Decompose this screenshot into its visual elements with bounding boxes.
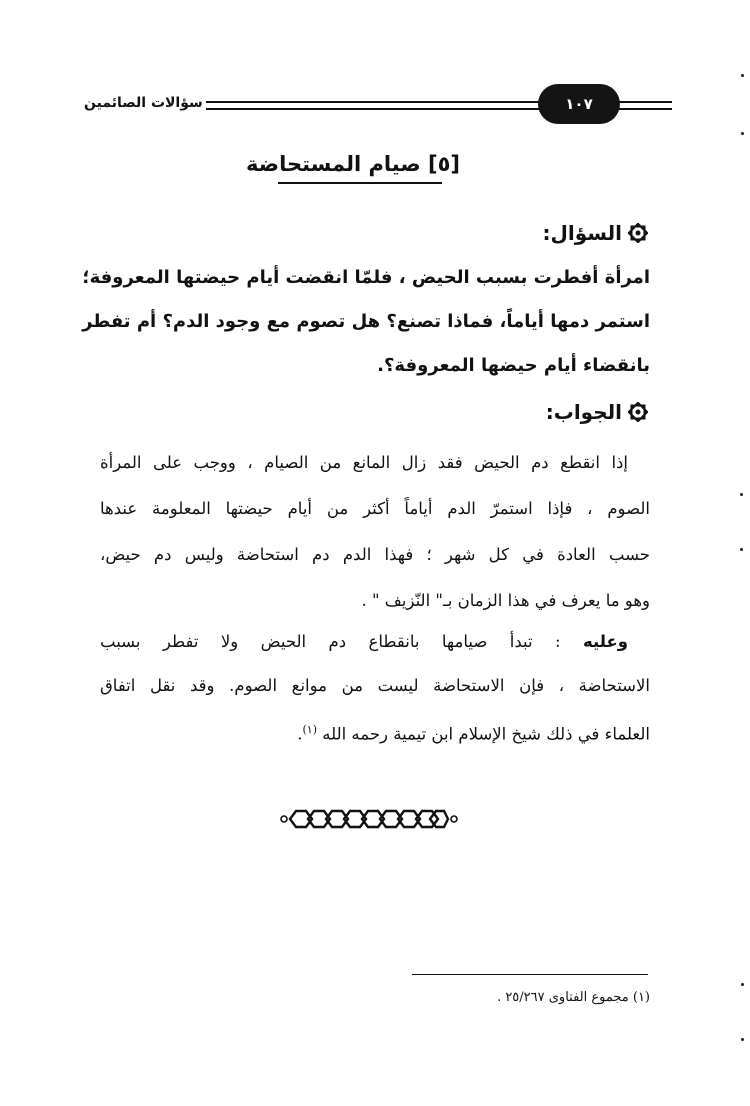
question-line: استمر دمها أياماً، فماذا تصنع؟ هل تصوم مع وجود الدم؟ أم تفطر <box>82 311 650 332</box>
conclusion-line <box>100 708 650 757</box>
conclusion-line-end: . <box>297 724 303 744</box>
scan-speck <box>740 548 743 551</box>
question-label-text: السؤال: <box>542 221 622 245</box>
question-label <box>543 218 648 248</box>
conclusion-line: الاستحاضة ، فإن الاستحاضة ليست من موانع الصوم. وقد نقل اتفاق <box>100 676 650 695</box>
scan-speck <box>740 493 743 496</box>
conclusion-line <box>100 620 650 664</box>
running-title: سؤالات الصائمين <box>84 95 203 111</box>
footnote-reference[interactable]: (١) <box>302 723 318 736</box>
question-line: امرأة أفطرت بسبب الحيض ، فلمّا انقضت أيام حيضتها المعروفة؛ <box>82 267 650 288</box>
conclusion-line-text: العلماء في ذلك شيخ الإسلام ابن تيمية رحمه الله <box>322 724 650 744</box>
answer-text <box>100 440 650 624</box>
conclusion-line-text: : تبدأ صيامها بانقطاع دم الحيض ولا تفطر بسبب <box>100 632 561 651</box>
question-line: بانقضاء أيام حيضها المعروفة؟. <box>377 355 650 376</box>
answer-line: وهو ما يعرف في هذا الزمان بـ" النّزيف " . <box>361 591 650 610</box>
scan-speck <box>741 983 744 986</box>
scan-speck <box>741 1038 744 1041</box>
ornament-star-icon <box>628 402 648 422</box>
ornamental-divider <box>280 806 458 832</box>
footnote-rule <box>412 974 648 975</box>
question-text <box>82 256 650 388</box>
ornament-star-icon <box>628 223 648 243</box>
chapter-title-text: [٥] صيام المستحاضة <box>246 152 460 176</box>
footnote: (١) مجموع الفتاوى ٢٥/٢٦٧ . <box>497 990 650 1005</box>
chapter-title <box>246 148 460 184</box>
answer-line: الصوم ، فإذا استمرّ الدم أياماً أكثر من أيام حيضتها المعلومة عندها <box>100 499 650 518</box>
scan-speck <box>741 132 744 135</box>
scan-speck <box>741 74 744 77</box>
answer-label <box>546 397 648 427</box>
page-number: ١٠٧ <box>538 84 620 124</box>
conclusion-text <box>100 620 650 757</box>
conclusion-lead-word: وعليه <box>582 632 628 651</box>
answer-line-text: إذا انقطع دم الحيض فقد زال المانع من الصيام ، ووجب على المرأة <box>100 453 628 472</box>
title-underline <box>278 182 442 184</box>
answer-line <box>100 440 650 486</box>
answer-label-text: الجواب: <box>545 400 622 424</box>
answer-line: حسب العادة في كل شهر ؛ فهذا الدم دم استحاضة وليس دم حيض، <box>100 545 650 564</box>
